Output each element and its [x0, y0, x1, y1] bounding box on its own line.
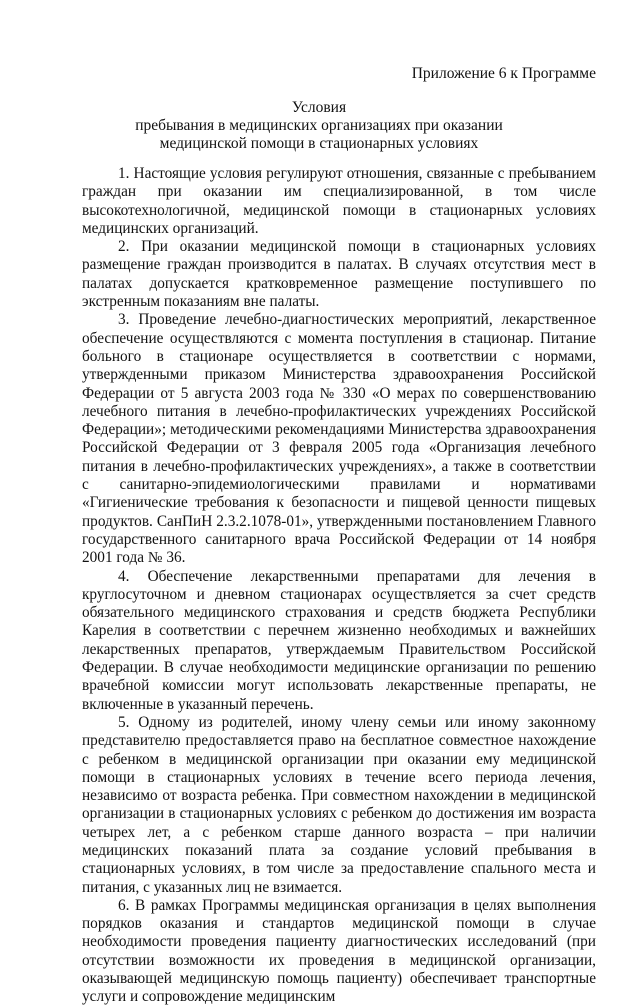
- title-line-1: Условия: [291, 99, 347, 116]
- document-body: [82, 165, 596, 1007]
- title-line-3: медицинской помощи в стационарных условиях: [159, 135, 479, 152]
- document-title: [84, 99, 554, 153]
- paragraph-6: 6. В рамках Программы медицинская организация в целях выполнения порядков оказания и стандартов медицинской помощи в случае необходимости проведения пациенту диагностических исследований (при отсутствии возможности их проведения в медицинской организации, оказывающей медицинскую помощь пациенту) обеспечивает транспортные услуги и сопровождение медицинским: [82, 896, 596, 1006]
- paragraph-5: 5. Одному из родителей, иному члену семьи или иному законному представителю предоставляется право на бесплатное совместное нахождение с ребенком в медицинской организации при оказании ему медицинской помощи в стационарных условиях в течение всего периода лечения, независимо от возраста ребенка. При совместном нахождении в медицинской организации в стационарных условиях с ребенком до достижения им возраста четырех лет, а с ребенком старше данного возраста – при наличии медицинских показаний плата за создание условий пребывания в стационарных условиях, в том числе за предоставление спального места и питания, с указанных лиц не взимается.: [82, 713, 596, 896]
- paragraph-2: 2. При оказании медицинской помощи в стационарных условиях размещение граждан производится в палатах. В случаях отсутствия мест в палатах допускается кратковременное размещение поступившего по экстренным показаниям вне палаты.: [82, 238, 596, 311]
- title-line-2: пребывания в медицинских организациях при оказании: [135, 117, 503, 134]
- paragraph-4: 4. Обеспечение лекарственными препаратами для лечения в круглосуточном и дневном стационарах осуществляется за счет средств обязательного медицинского страхования и средств бюджета Республики Карелия в соответствии с перечнем жизненно необходимых и важнейших лекарственных препаратов, утверждаемым Правительством Российской Федерации. В случае необходимости медицинские организации по решению врачебной комиссии могут использовать лекарственные препараты, не включенные в указанный перечень.: [82, 567, 596, 713]
- appendix-label: Приложение 6 к Программе: [411, 65, 596, 82]
- paragraph-3: 3. Проведение лечебно-диагностических мероприятий, лекарственное обеспечение осуществляются с момента поступления в стационар. Питание больного в стационаре осуществляется в соответствии с нормами, утвержденными приказом Министерства здравоохранения Российской Федерации от 5 августа 2003 года № 330 «О мерах по совершенствованию лечебного питания в лечебно-профилактических учреждениях Российской Федерации»; методическими рекомендациями Министерства здравоохранения Российской Федерации от 3 февраля 2005 года «Организация лечебного питания в лечебно-профилактических учреждениях», а также в соответствии с санитарно-эпидемиологическими правилами и нормативами «Гигиенические требования к безопасности и пищевой ценности пищевых продуктов. СанПиН 2.3.2.1078-01», утвержденными постановлением Главного государственного санитарного врача Российской Федерации от 14 ноября 2001 года № 36.: [82, 311, 596, 567]
- paragraph-1: 1. Настоящие условия регулируют отношения, связанные с пребыванием граждан при оказании им специализированной, в том числе высокотехнологичной, медицинской помощи в стационарных условиях медицинских организаций.: [82, 165, 596, 237]
